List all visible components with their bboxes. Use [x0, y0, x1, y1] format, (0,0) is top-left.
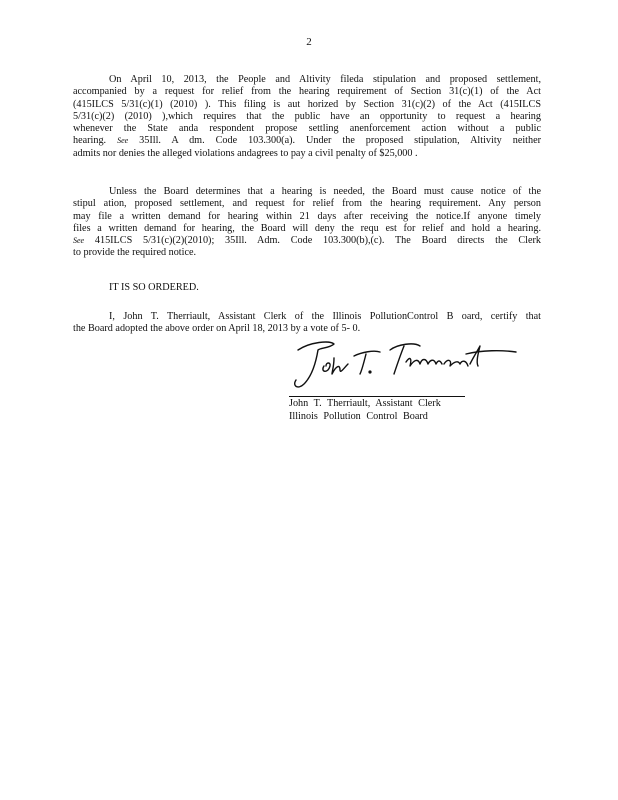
line-text: 415ILCS 5/31(c)(2)(2010); 35Ill. Adm. Code 103.300(b),(c). The Board directs the Clerk — [94, 235, 541, 247]
paragraph-line: I, John T. Therriault, Assistant Clerk of the Illinois PollutionControl B oard, certify that — [109, 311, 541, 322]
paragraph-line: On April 10, 2013, the People and Altivity fileda stipulation and proposed settlement, — [109, 74, 541, 85]
paragraph-line: accompanied by a request for relief from the hearing requirement of Section 31(c)(1) of the Act — [73, 86, 541, 98]
paragraph-line — [73, 135, 541, 147]
signature-block — [289, 398, 441, 423]
order-statement: IT IS SO ORDERED. — [109, 282, 199, 293]
paragraph-line: admits nor denies the alleged violations andagrees to pay a civil penalty of $25,000 . — [73, 147, 418, 159]
paragraph-line: may file a written demand for hearing within 21 days after receiving the notice.If anyone timely — [73, 210, 541, 222]
line-text: hearing. — [73, 135, 107, 147]
signature-line — [289, 396, 465, 397]
signatory-organization: Illinois Pollution Control Board — [289, 410, 428, 422]
paragraph-line: stipul ation, proposed settlement, and request for relief from the hearing requirement. Any person — [73, 198, 541, 210]
paragraph-line: Unless the Board determines that a hearing is needed, the Board must cause notice of the — [109, 186, 541, 197]
paragraph-certification — [73, 311, 541, 336]
signatory-name-title: John T. Therriault, Assistant Clerk — [289, 398, 441, 409]
paragraph-line: 5/31(c)(2) (2010) ),which requires that the public have an opportunity to request a hearing — [73, 110, 541, 122]
paragraph-line: (415ILCS 5/31(c)(1) (2010) ). This filing is aut horized by Section 31(c)(2) of the Act (415ILCS — [73, 98, 541, 110]
page-number: 2 — [306, 36, 312, 48]
citation-signal: See — [73, 236, 85, 246]
paragraph-line: to provide the required notice. — [73, 247, 197, 259]
handwritten-signature — [290, 336, 526, 394]
paragraph-line: files a written demand for hearing, the Board will deny the requ est for relief and hold a hearing. — [73, 222, 541, 234]
paragraph-notice — [73, 186, 541, 260]
citation-signal: See — [117, 136, 129, 146]
paragraph-line: whenever the State anda respondent propose settling anenforcement action without a public — [73, 123, 541, 135]
paragraph-stipulation — [73, 74, 541, 160]
paragraph-line — [73, 235, 541, 247]
paragraph-line: the Board adopted the above order on April 18, 2013 by a vote of 5- 0. — [73, 323, 361, 335]
line-text: 35Ill. A dm. Code 103.300(a). Under the proposed stipulation, Altivity neither — [139, 135, 542, 147]
